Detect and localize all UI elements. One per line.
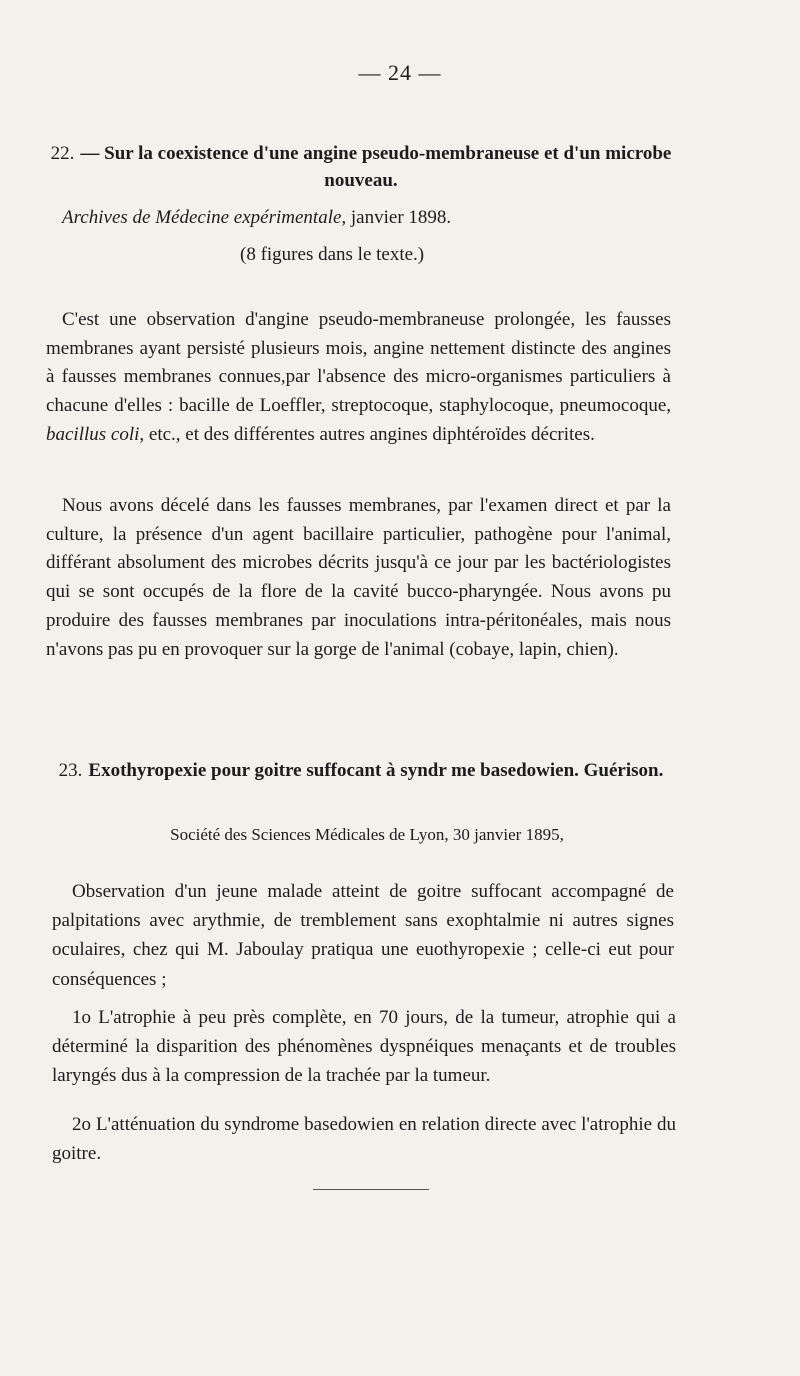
article-22-heading xyxy=(46,140,676,194)
article-23-heading xyxy=(46,757,676,784)
article-22-paragraph-2: Nous avons décelé dans les fausses membranes, par l'examen direct et par la culture, la présence d'un agent bacillaire particulier, pathogène pour l'animal, différant absolument des microbes décrits jusqu'à ce jour par les bactériologistes qui se sont occupés de la flore de la cavité bucco-pharyngée. Nous avons pu produire des fausses membranes par inoculations intra-péritonéales, mais nous n'avons pas pu en provoquer sur la gorge de l'animal (cobaye, lapin, chien). xyxy=(46,495,671,660)
article-22-figures-note: (8 figures dans le texte.) xyxy=(240,244,425,265)
article-22-number: 22. xyxy=(50,143,75,164)
article-22-paragraph-1-text-b: etc., et des différentes autres angines diphtéroïdes décrites. xyxy=(144,423,595,445)
article-22-journal: Archives de Médecine expérimentale, xyxy=(62,207,347,228)
article-23-number: 23. xyxy=(58,760,83,781)
page-number: — 24 — xyxy=(358,60,442,85)
article-23-paragraph-1: Observation d'un jeune malade atteint de goitre suffocant accompagné de palpitations avec arythmie, de tremblement sans exophtalmie ni autres signes oculaires, chez qui M. Jaboulay pratiqua une euothyropexie ; celle-ci eut pour conséquences ; xyxy=(52,881,674,990)
article-23-point-1: 1o L'atrophie à peu près complète, en 70 jours, de la tumeur, atrophie qui a déterminé la disparition des phénomènes dyspnéiques menaçants et de troubles laryngés dus à la compression de la trachée par la tumeur. xyxy=(52,1007,676,1086)
article-22-source xyxy=(62,204,672,231)
article-22-paragraph-1-text-a: C'est une observation d'angine pseudo-membraneuse prolongée, les fausses membranes ayant persisté plusieurs mois, angine nettement distincte des angines à fausses membranes connues,par l'absence des micro-organismes particuliers à chacune d'elles : bacille de Loeffler, streptocoque, staphylocoque, pneumocoque, xyxy=(46,309,671,417)
article-23-point-2: 2o L'atténuation du syndrome basedowien en relation directe avec l'atrophie du goitre. xyxy=(52,1114,676,1164)
article-23-source: Société des Sciences Médicales de Lyon, 30 janvier 1895, xyxy=(170,825,564,844)
article-22-title: — Sur la coexistence d'une angine pseudo-membraneuse et d'un microbe nouveau. xyxy=(80,143,672,191)
closing-rule xyxy=(313,1189,429,1190)
article-22-paragraph-1-italic: bacillus coli, xyxy=(46,423,145,445)
article-22-paragraph-1 xyxy=(46,306,671,450)
article-22-date: janvier 1898. xyxy=(350,207,452,228)
article-23-title: Exothyropexie pour goitre suffocant à syndr me basedowien. Guérison. xyxy=(88,760,664,781)
